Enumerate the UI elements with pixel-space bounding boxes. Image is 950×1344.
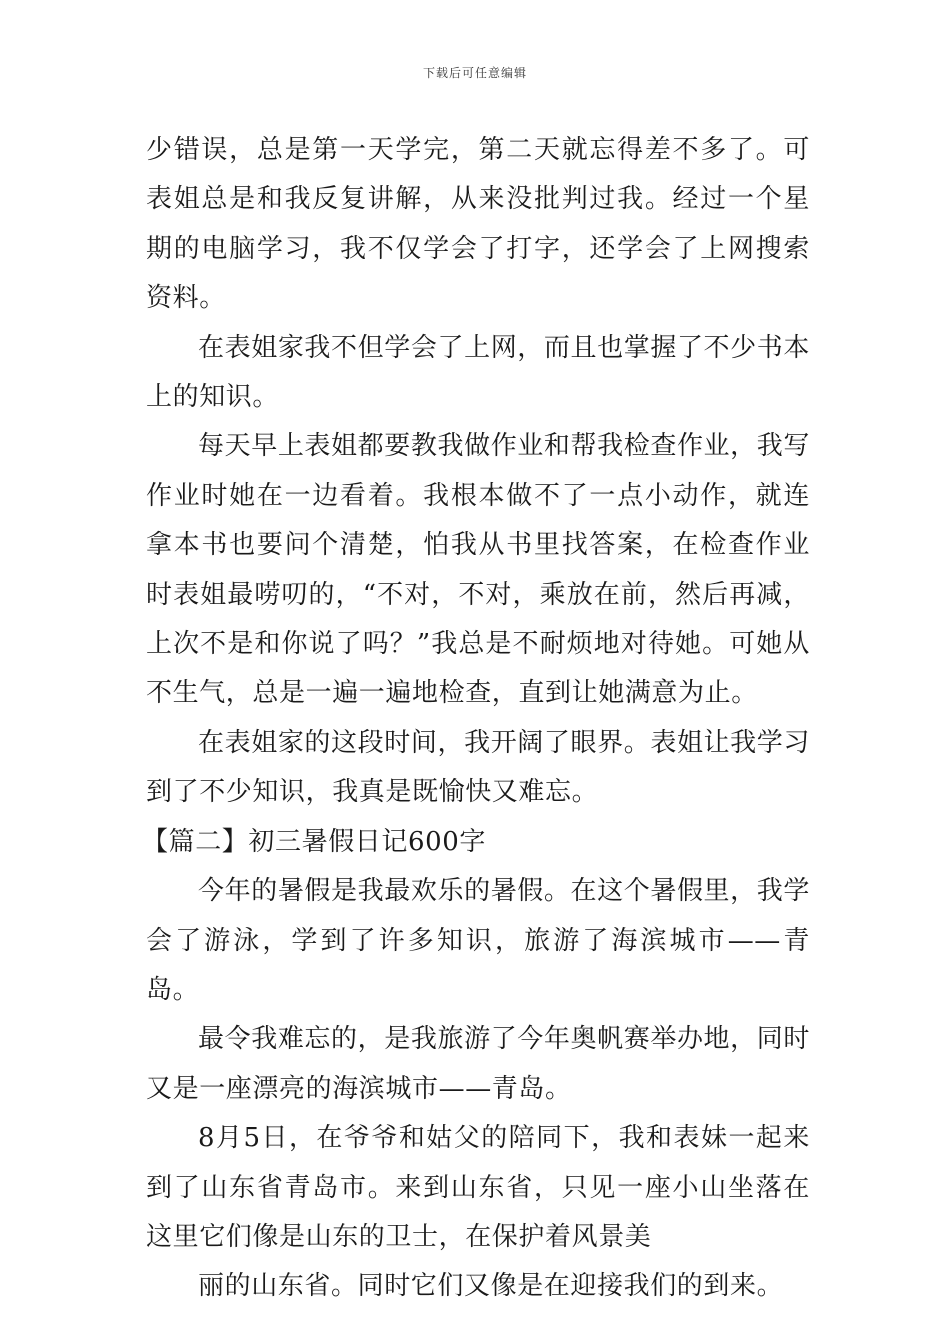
document-body (142, 126, 810, 1312)
paragraph-5: 今年的暑假是我最欢乐的暑假。在这个暑假里，我学会了游泳，学到了许多知识，旅游了海滨城市——青岛。 (146, 876, 810, 1005)
section-heading: 【篇二】初三暑假日记600字 (142, 826, 487, 857)
paragraph-7: 8月5日，在爷爷和姑父的陪同下，我和表妹一起来到了山东省青岛市。来到山东省，只见一座小山坐落在这里它们像是山东的卫士，在保护着风景美 (146, 1123, 810, 1252)
paragraph-8: 丽的山东省。同时它们又像是在迎接我们的到来。 (198, 1271, 784, 1302)
paragraph-4: 在表姐家的这段时间，我开阔了眼界。表姐让我学习到了不少知识，我真是既愉快又难忘。 (146, 727, 810, 808)
paragraph-1: 少错误，总是第一天学完，第二天就忘得差不多了。可表姐总是和我反复讲解，从来没批判过我。经过一个星期的电脑学习，我不仅学会了打字，还学会了上网搜索资料。 (146, 135, 810, 314)
paragraph-3: 每天早上表姐都要教我做作业和帮我检查作业，我写作业时她在一边看着。我根本做不了一点小动作，就连拿本书也要问个清楚，怕我从书里找答案，在检查作业时表姐最唠叨的，“不对，不对，乘放在前，然后再减，上次不是和你说了吗？”我总是不耐烦地对待她。可她从不生气，总是一遍一遍地检查，直到让她满意为止。 (146, 431, 810, 709)
paragraph-6: 最令我难忘的，是我旅游了今年奥帆赛举办地，同时又是一座漂亮的海滨城市——青岛。 (146, 1024, 810, 1104)
paragraph-2: 在表姐家我不但学会了上网，而且也掌握了不少书本上的知识。 (146, 332, 810, 413)
header-note: 下载后可任意编辑 (422, 66, 527, 80)
